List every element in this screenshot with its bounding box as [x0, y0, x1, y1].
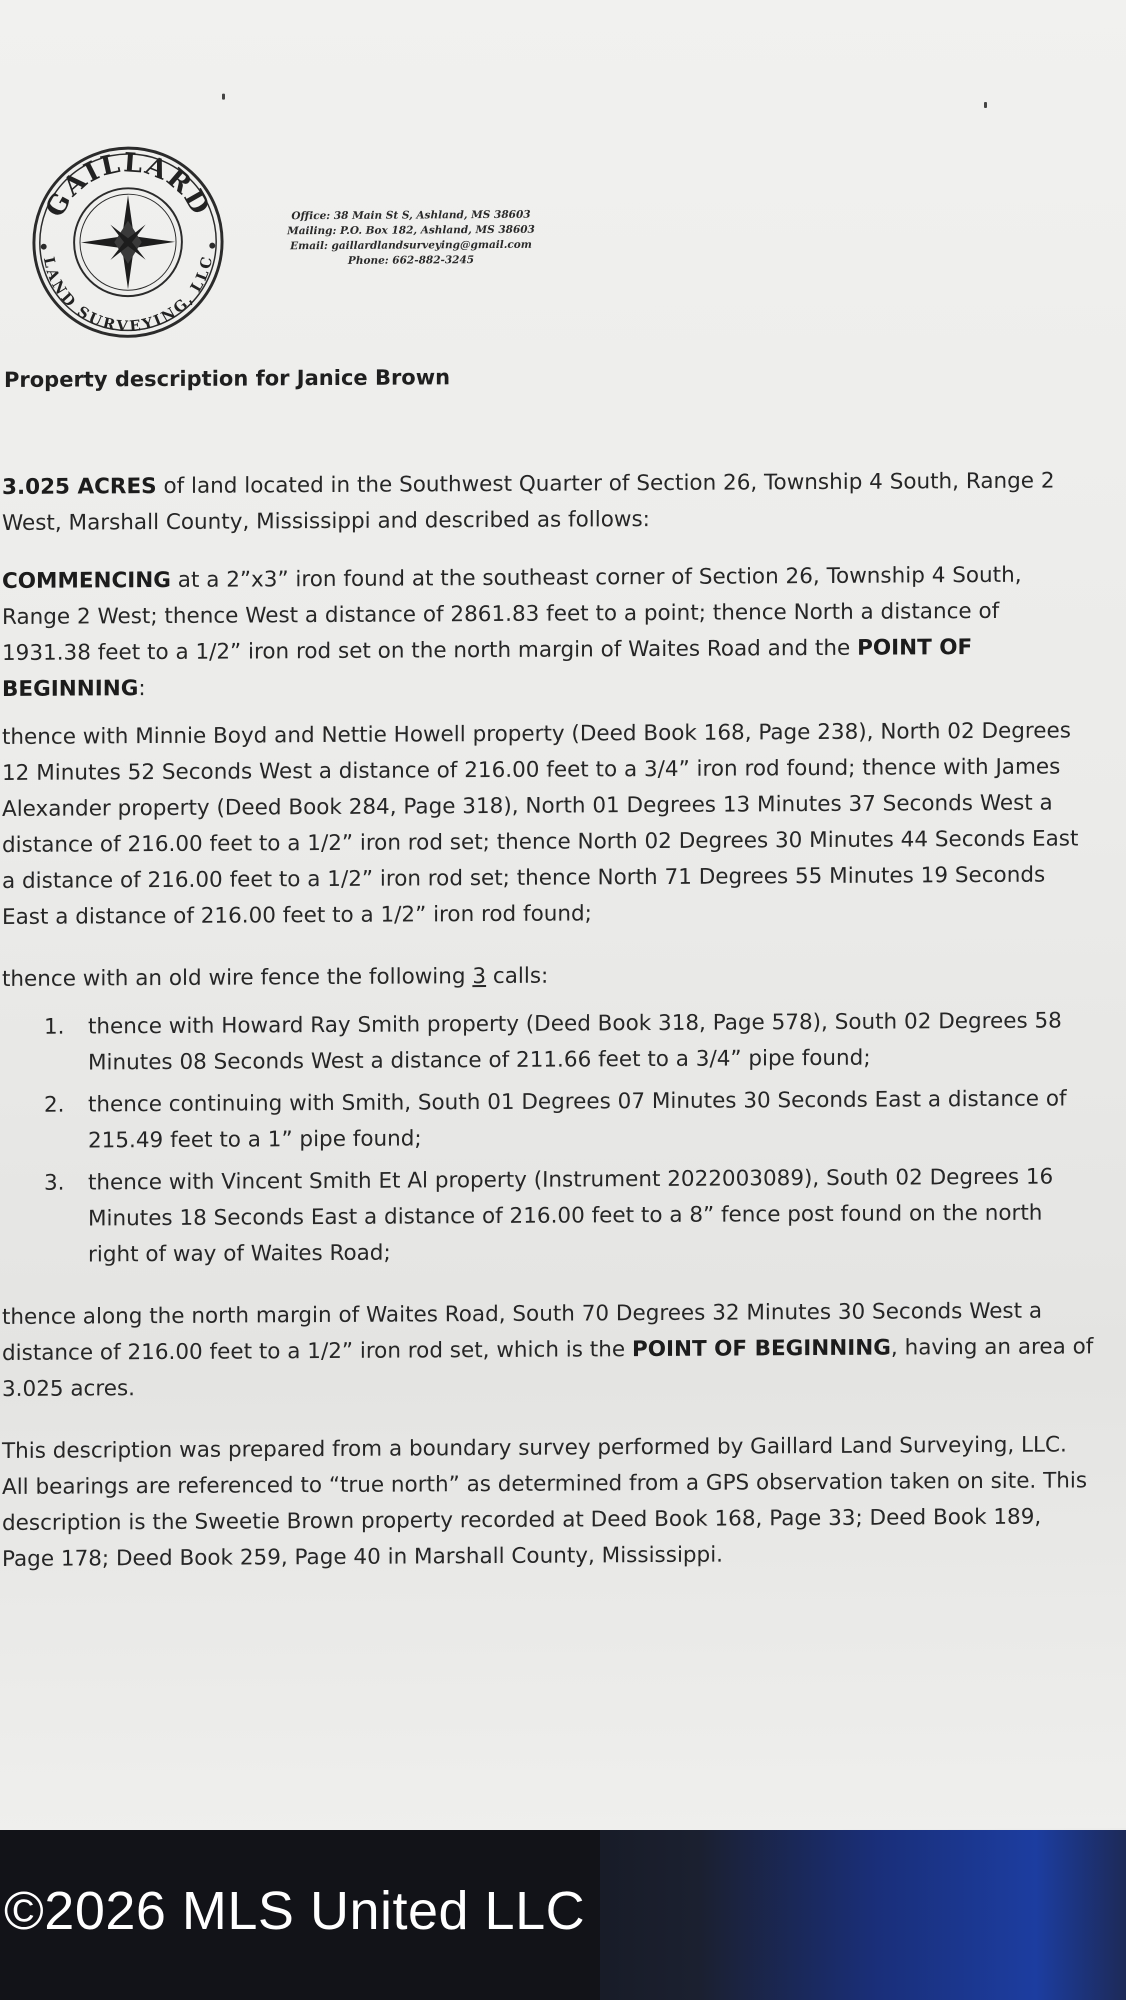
seal-top-text: GAILLARD — [39, 147, 217, 223]
list-item: 2. thence continuing with Smith, South 01 Degrees 07 Minutes 30 Seconds East a distance of 215.49 feet to a 1” pipe found; — [44, 1086, 1067, 1154]
svg-text:GAILLARD — [39, 147, 216, 223]
svg-text:LAND SURVEYING, LLC — [40, 254, 216, 335]
intro-paragraph: 3.025 ACRES of land located in the Southwest Quarter of Section 26, Township 4 South, Range 2 West, Marshall County, Mississippi and described as follows: — [2, 468, 1055, 536]
call-count: 3 — [472, 964, 487, 990]
email-address: Email: gaillardlandsurveying@gmail.com — [290, 238, 532, 253]
survey-note-paragraph: This description was prepared from a boundary survey performed by Gaillard Land Surveying, LLC. All bearings are referenced to “true north” as determined from a GPS observation taken on site. This description is the Sweetie Brown property recorded at Deed Book 168, Page 33; Deed Book 189, Page 178; Deed Book 259, Page 40 in Marshall County, Mississippi. — [2, 1432, 1088, 1572]
calls-list — [0, 1003, 1126, 1280]
commencing-paragraph: COMMENCING at a 2”x3” iron found at the southeast corner of Section 26, Township 4 South, Range 2 West; thence West a distance of 2861.83 feet to a point; thence North a distance of 1931.38 feet to a 1/2” iron rod set on the north margin of Waites Road and the POINT OF BEGINNING: — [2, 562, 1022, 702]
list-item: 1. thence with Howard Ray Smith property (Deed Book 318, Page 578), South 02 Degrees 58 Minutes 08 Seconds West a distance of 211.66 feet to a 3/4” pipe found; — [44, 1008, 1062, 1076]
mailing-address: Mailing: P.O. Box 182, Ashland, MS 38603 — [287, 223, 535, 238]
office-address: Office: 38 Main St S, Ashland, MS 38603 — [291, 208, 531, 223]
watermark-text: ©2026 MLS United LLC — [4, 1881, 586, 1941]
bearings-paragraph: thence with Minnie Boyd and Nettie Howell property (Deed Book 168, Page 238), North 02 Degrees 12 Minutes 52 Seconds West a distance of 216.00 feet to a 3/4” iron rod found; thence with James Alexander property (Deed Book 284, Page 318), North 01 Degrees 13 Minutes 37 Seconds West a distance of 216.00 feet to a 1/2” iron rod set; thence North 02 Degrees 30 Minutes 44 Seconds East a distance of 216.00 feet to a 1/2” iron rod set; thence North 71 Degrees 55 Minutes 19 Seconds East a distance of 216.00 feet to a 1/2” iron rod found; — [2, 718, 1079, 930]
commencing-lead: COMMENCING — [2, 567, 171, 594]
contact-block — [280, 208, 542, 270]
acreage-lead: 3.025 ACRES — [2, 474, 157, 500]
closing-paragraph: thence along the north margin of Waites Road, South 70 Degrees 32 Minutes 30 Seconds West a distance of 216.00 feet to a 1/2” iron rod set, which is the POINT OF BEGINNING, having an area of 3.025 acres. — [2, 1298, 1094, 1402]
paper-speck — [984, 102, 987, 108]
fence-intro: thence with an old wire fence the following 3 calls: — [2, 963, 549, 992]
paper-speck — [222, 94, 225, 100]
document-title: Property description for Janice Brown — [4, 365, 451, 392]
seal-lettering — [30, 144, 226, 341]
list-item: 3. thence with Vincent Smith Et Al property (Instrument 2022003089), South 02 Degrees 16 Minutes 18 Seconds East a distance of 216.00 feet to a 8” fence post found on the north right of way of Waites Road; — [44, 1164, 1054, 1268]
seal-bottom-text: LAND SURVEYING, LLC — [39, 254, 217, 336]
phone-number: Phone: 662-882-3245 — [347, 254, 475, 267]
